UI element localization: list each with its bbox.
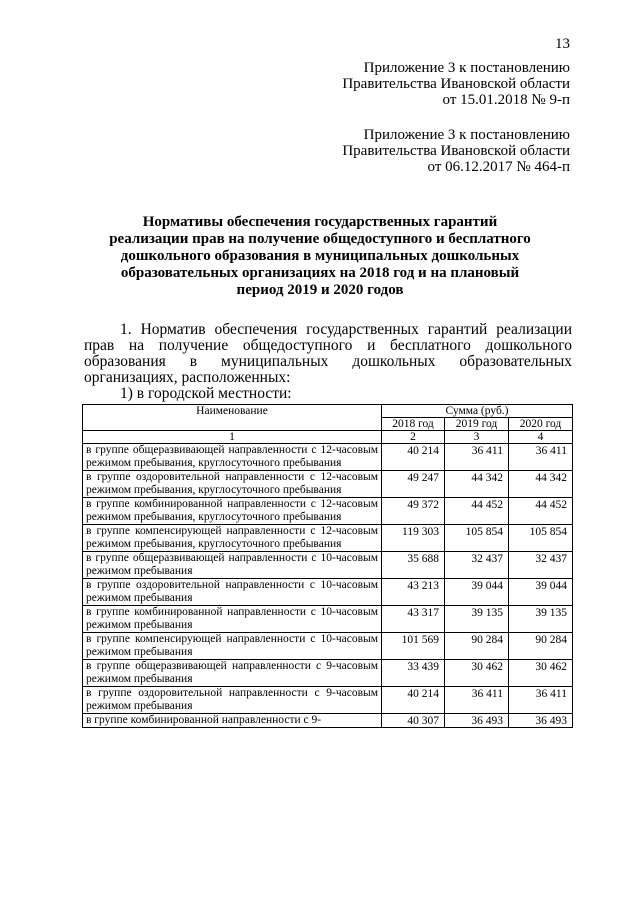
- norms-table: [82, 404, 573, 728]
- row-value-2019: 105 854: [445, 525, 509, 552]
- title-line4: образовательных организациях на 2018 год и на плановый: [120, 265, 520, 281]
- row-value-2019: 90 284: [445, 633, 509, 660]
- intro-line3: образования в муниципальных дошкольных образовательных: [84, 353, 572, 370]
- row-value-2018: 49 372: [382, 498, 445, 525]
- table-row: [83, 660, 573, 687]
- row-name: в группе компенсирующей направленности с 10-часовым режимом пребывания: [83, 633, 382, 660]
- title-line2: реализации прав на получение общедоступного и бесплатного: [109, 231, 531, 247]
- row-value-2020: 44 452: [509, 498, 573, 525]
- intro-paragraph: [84, 322, 572, 386]
- title-line1: Нормативы обеспечения государственных гарантий: [142, 214, 498, 230]
- row-name: в группе оздоровительной направленности с 10-часовым режимом пребывания: [83, 579, 382, 606]
- table-row: [83, 687, 573, 714]
- row-name: в группе комбинированной направленности с 9-: [83, 714, 382, 728]
- appendix-current: [342, 60, 570, 108]
- appendix-previous-line3: от 06.12.2017 № 464-п: [427, 159, 570, 175]
- title-line3: дошкольного образования в муниципальных дошкольных: [120, 248, 520, 264]
- row-value-2018: 33 439: [382, 660, 445, 687]
- row-value-2019: 30 462: [445, 660, 509, 687]
- row-value-2019: 36 493: [445, 714, 509, 728]
- table-row: [83, 579, 573, 606]
- appendix-previous: [342, 127, 570, 175]
- intro-sub: 1) в городской местности:: [120, 385, 292, 402]
- row-value-2018: 40 307: [382, 714, 445, 728]
- row-value-2020: 90 284: [509, 633, 573, 660]
- row-value-2020: 39 135: [509, 606, 573, 633]
- row-value-2020: 36 411: [509, 687, 573, 714]
- row-value-2019: 44 452: [445, 498, 509, 525]
- table-row: [83, 444, 573, 471]
- table-header-row: [83, 405, 573, 418]
- table-body: [83, 444, 573, 728]
- row-value-2018: 49 247: [382, 471, 445, 498]
- appendix-previous-line2: Правительства Ивановской области: [342, 143, 570, 159]
- row-value-2020: 30 462: [509, 660, 573, 687]
- table-row: [83, 471, 573, 498]
- appendix-current-line2: Правительства Ивановской области: [342, 76, 570, 92]
- intro-line2: прав на получение общедоступного и бесплатного дошкольного: [84, 337, 572, 354]
- row-value-2019: 39 044: [445, 579, 509, 606]
- row-value-2018: 119 303: [382, 525, 445, 552]
- row-name: в группе комбинированной направленности с 12-часовым режимом пребывания, круглосуточного пребывания: [83, 498, 382, 525]
- row-value-2019: 44 342: [445, 471, 509, 498]
- row-name: в группе оздоровительной направленности с 9-часовым режимом пребывания: [83, 687, 382, 714]
- table-row: [83, 552, 573, 579]
- row-value-2019: 36 411: [445, 687, 509, 714]
- table-row: [83, 498, 573, 525]
- intro-line4: организациях, расположенных:: [84, 369, 291, 386]
- row-value-2018: 101 569: [382, 633, 445, 660]
- colnum-4: 4: [509, 431, 573, 444]
- intro-line1: 1. Норматив обеспечения государственных гарантий реализации: [120, 321, 572, 338]
- row-value-2020: 32 437: [509, 552, 573, 579]
- colnum-2: 2: [382, 431, 445, 444]
- row-name: в группе общеразвивающей направленности с 10-часовым режимом пребывания: [83, 552, 382, 579]
- appendix-previous-line1: Приложение 3 к постановлению: [363, 127, 570, 143]
- row-name: в группе комбинированной направленности с 10-часовым режимом пребывания: [83, 606, 382, 633]
- table-colnum-row: [83, 431, 573, 444]
- row-value-2020: 36 493: [509, 714, 573, 728]
- row-value-2018: 40 214: [382, 687, 445, 714]
- row-name: в группе общеразвивающей направленности с 12-часовым режимом пребывания, круглосуточного пребывания: [83, 444, 382, 471]
- colnum-1: 1: [83, 431, 382, 444]
- table-row: [83, 525, 573, 552]
- row-value-2020: 36 411: [509, 444, 573, 471]
- appendix-current-line3: от 15.01.2018 № 9-п: [442, 92, 570, 108]
- header-year-2019: 2019 год: [445, 418, 509, 431]
- row-value-2018: 43 213: [382, 579, 445, 606]
- colnum-3: 3: [445, 431, 509, 444]
- row-value-2018: 40 214: [382, 444, 445, 471]
- row-value-2018: 35 688: [382, 552, 445, 579]
- header-name: Наименование: [83, 405, 382, 431]
- page-number: 13: [555, 36, 570, 52]
- row-value-2020: 44 342: [509, 471, 573, 498]
- row-name: в группе оздоровительной направленности с 12-часовым режимом пребывания, круглосуточного пребывания: [83, 471, 382, 498]
- row-value-2019: 39 135: [445, 606, 509, 633]
- row-value-2018: 43 317: [382, 606, 445, 633]
- appendix-current-line1: Приложение 3 к постановлению: [363, 60, 570, 76]
- row-value-2019: 36 411: [445, 444, 509, 471]
- header-sum: Сумма (руб.): [382, 405, 573, 418]
- title-line5: период 2019 и 2020 годов: [236, 282, 404, 298]
- row-name: в группе компенсирующей направленности с 12-часовым режимом пребывания, круглосуточного пребывания: [83, 525, 382, 552]
- row-value-2020: 39 044: [509, 579, 573, 606]
- row-value-2019: 32 437: [445, 552, 509, 579]
- document-title: [100, 214, 540, 299]
- table-row: [83, 633, 573, 660]
- header-year-2020: 2020 год: [509, 418, 573, 431]
- row-name: в группе общеразвивающей направленности с 9-часовым режимом пребывания: [83, 660, 382, 687]
- header-year-2018: 2018 год: [382, 418, 445, 431]
- table-row: [83, 606, 573, 633]
- table-row: [83, 714, 573, 728]
- row-value-2020: 105 854: [509, 525, 573, 552]
